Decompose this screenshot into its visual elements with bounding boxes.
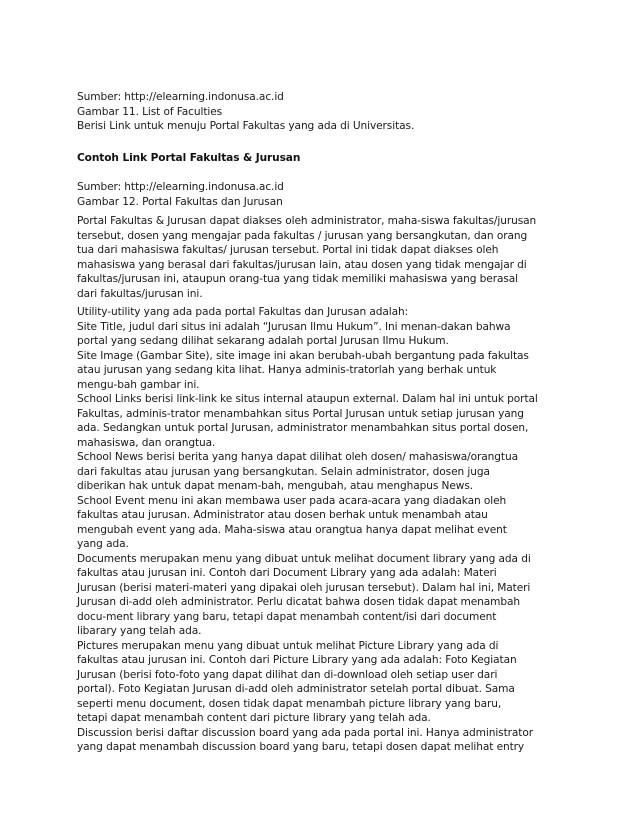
source-url: Sumber: http://elearning.indonusa.ac.id xyxy=(77,91,284,103)
paragraph-1: Portal Fakultas & Jurusan dapat diakses oleh administrator, maha-siswa fakultas/jurusan tersebut, dosen yang mengajar pada fakultas / jurusan yang bersangkutan, dan orang tua dari mahasiswa fakultas/ jurusan tersebut. Portal ini tidak dapat diakses oleh mahasiswa yang berasal dari fakultas/jurusan lain, atau dosen yang tidak mengajar di fakultas/jurusan ini, ataupun orang-tua yang tidak memiliki mahasiswa yang berasal dari fakultas/jurusan ini. xyxy=(77,215,537,300)
section-heading: Contoh Link Portal Fakultas & Jurusan xyxy=(77,152,301,164)
source-url: Sumber: http://elearning.indonusa.ac.id xyxy=(77,181,284,193)
paragraph-2: Utility-utility yang ada pada portal Fakultas dan Jurusan adalah: Site Title, judul dari situs ini adalah “Jurusan Ilmu Hukum”. Ini menan-dakan bahwa portal yang sedang dilihat sekarang adalah portal Jurusan Ilmu Hukum. Site Image (Gambar Site), site image ini akan berubah-ubah bergantung pada fakultas atau jurusan yang sedang kita lihat. Hanya adminis-tratorlah yang berhak untuk mengu-bah gambar ini. School Links berisi link-link ke situs internal ataupun external. Dalam hal ini untuk portal Fakultas, adminis-trator menambahkan situs Portal Jurusan untuk setiap jurusan yang ada. Sedangkan untuk portal Jurusan, administrator menambahkan situs portal dosen, mahasiswa, dan orangtua. School News berisi berita yang hanya dapat dilihat oleh dosen/ mahasiswa/orangtua dari fakultas atau jurusan yang bersangkutan. Selain administrator, dosen juga diberikan hak untuk dapat menam-bah, mengubah, atau menghapus News. School Event menu ini akan membawa user pada acara-acara yang diadakan oleh fakultas atau jurusan. Administrator atau dosen berhak untuk menambah atau mengubah event yang ada. Maha-siswa atau orangtua hanya dapat melihat event yang ada. Documents merupakan menu yang dibuat untuk melihat document library yang ada di fakultas atau jurusan ini. Contoh dari Document Library yang ada adalah: Materi Jurusan (berisi materi-materi yang dipakai oleh jurusan tersebut). Dalam hal ini, Materi Jurusan di-add oleh administrator. Perlu dicatat bahwa dosen tidak dapat menambah docu-ment library yang baru, tetapi dapat menambah content/isi dari document libarary yang telah ada. Pictures merupakan menu yang dibuat untuk melihat Picture Library yang ada di fakultas atau jurusan ini. Contoh dari Picture Library yang ada adalah: Foto Kegiatan Jurusan (berisi foto-foto yang dapat dilihat dan di-download oleh setiap user dari portal). Foto Kegiatan Jurusan di-add oleh administrator setelah portal dibuat. Sama seperti menu document, dosen tidak dapat menambah picture library yang baru, tetapi dapat menambah content dari picture library yang telah ada. Discussion berisi daftar discussion board yang ada pada portal ini. Hanya administrator yang dapat menambah discussion board yang baru, tetapi dosen dapat melihat entry xyxy=(77,306,538,753)
figure-description: Berisi Link untuk menuju Portal Fakultas yang ada di Universitas. xyxy=(77,120,415,132)
source-caption-1 xyxy=(77,90,572,134)
source-caption-2 xyxy=(77,180,572,209)
figure-caption: Gambar 12. Portal Fakultas dan Jurusan xyxy=(77,195,283,208)
figure-caption: Gambar 11. List of Faculties xyxy=(77,105,223,118)
